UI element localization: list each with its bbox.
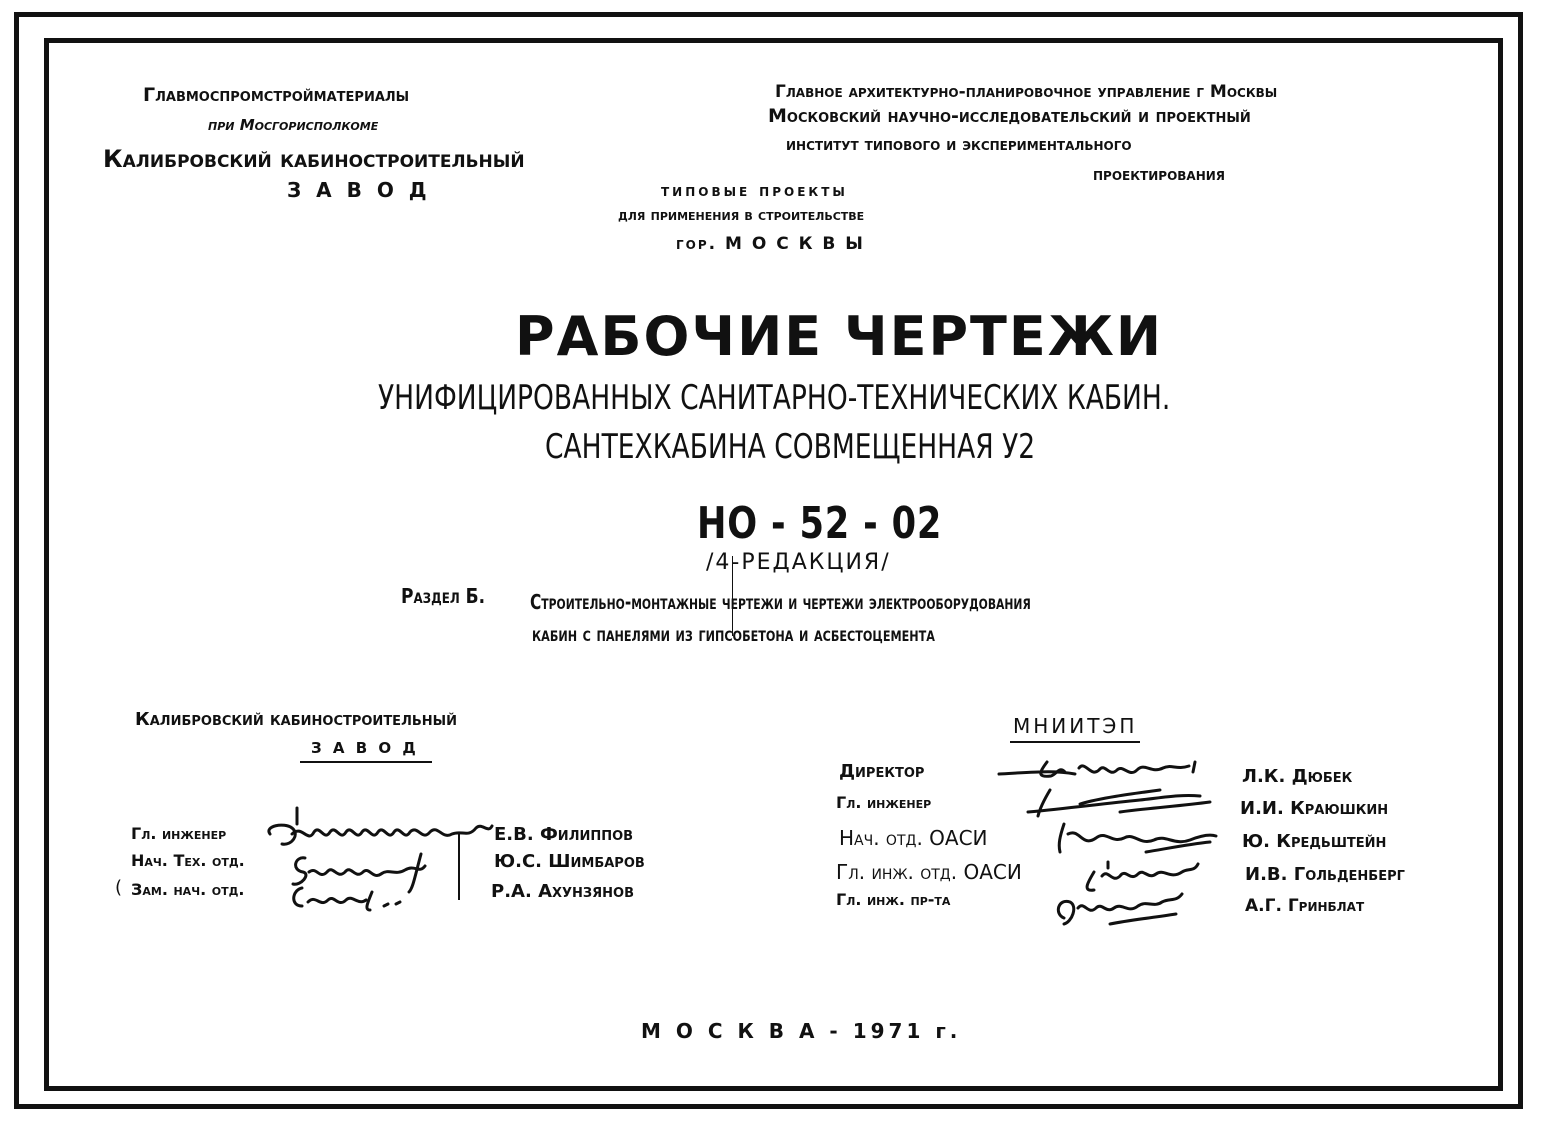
left-org-line1: Калибровский кабиностроительный	[135, 709, 457, 730]
left-bracket: (	[115, 877, 123, 898]
left-name-3: Р.А. Ахунзянов	[491, 881, 635, 902]
main-title: РАБОЧИЕ ЧЕРТЕЖИ	[515, 305, 1164, 368]
edition-label: /4-РЕДАКЦИЯ/	[706, 550, 891, 575]
section-line1: Строительно-монтажные чертежи и чертежи электрооборудования	[530, 590, 1031, 614]
gapu-name: Главное архитектурно-планировочное управление г Москвы	[775, 82, 1278, 102]
plant-zavod: З А В О Д	[287, 178, 431, 202]
left-org-underline	[300, 761, 432, 763]
right-name-1: Л.К. Дюбек	[1242, 766, 1353, 787]
right-role-2: Гл. инженер	[836, 793, 932, 812]
right-role-5: Гл. инж. пр-та	[836, 890, 951, 909]
plant-name: Калибровский кабиностроительный	[103, 145, 525, 173]
right-name-2: И.И. Краюшкин	[1240, 798, 1389, 819]
right-role-4: Гл. инж. отд. ОАСИ	[836, 860, 1022, 884]
left-name-2: Ю.С. Шимбаров	[494, 851, 645, 872]
left-name-1: Е.В. Филиппов	[494, 824, 634, 845]
signature-grinblat	[1050, 884, 1190, 934]
signature-akhunzyanov	[288, 880, 428, 920]
subtitle-line1: УНИФИЦИРОВАННЫХ САНИТАРНО-ТЕХНИЧЕСКИХ КАБИН.	[378, 378, 1171, 418]
institute-line2: институт типового и экспериментального	[786, 135, 1132, 155]
right-name-4: И.В. Гольденберг	[1245, 864, 1405, 885]
right-org-underline	[1010, 741, 1140, 743]
city-line: гор. М О С К В Ы	[676, 234, 865, 254]
left-role-2: Нач. Тех. отд.	[131, 851, 245, 870]
section-label: Раздел Б.	[401, 584, 486, 608]
footer-place-year: М О С К В А - 1971 г.	[641, 1019, 962, 1043]
right-name-3: Ю. Кредьштейн	[1242, 831, 1387, 852]
signature-krayushkin	[1020, 782, 1220, 822]
ministry-name: Главмоспромстройматериалы	[143, 84, 410, 106]
ministry-sub: при Мосгорисполкоме	[208, 116, 379, 134]
institute-line3: проектирования	[1093, 165, 1226, 185]
right-role-1: Директор	[839, 761, 925, 782]
crease-line	[732, 556, 733, 636]
section-line2: кабин с панелями из гипсобетона и асбестоцемента	[532, 622, 935, 646]
institute-line1: Московский научно-исследовательский и проектный	[768, 105, 1251, 127]
left-role-1: Гл. инженер	[131, 824, 227, 843]
subtitle-line2: САНТЕХКАБИНА СОВМЕЩЕННАЯ У2	[545, 427, 1036, 467]
left-role-3: Зам. нач. отд.	[131, 880, 245, 899]
application-line: для применения в строительстве	[618, 206, 865, 224]
left-org-line2: З А В О Д	[311, 739, 419, 757]
right-org: МНИИТЭП	[1013, 714, 1138, 738]
right-role-3: Нач. отд. ОАСИ	[839, 826, 988, 850]
document-code: НО - 52 - 02	[697, 498, 943, 549]
right-name-5: А.Г. Гринблат	[1245, 896, 1365, 916]
standard-projects: типовые проекты	[661, 181, 848, 201]
